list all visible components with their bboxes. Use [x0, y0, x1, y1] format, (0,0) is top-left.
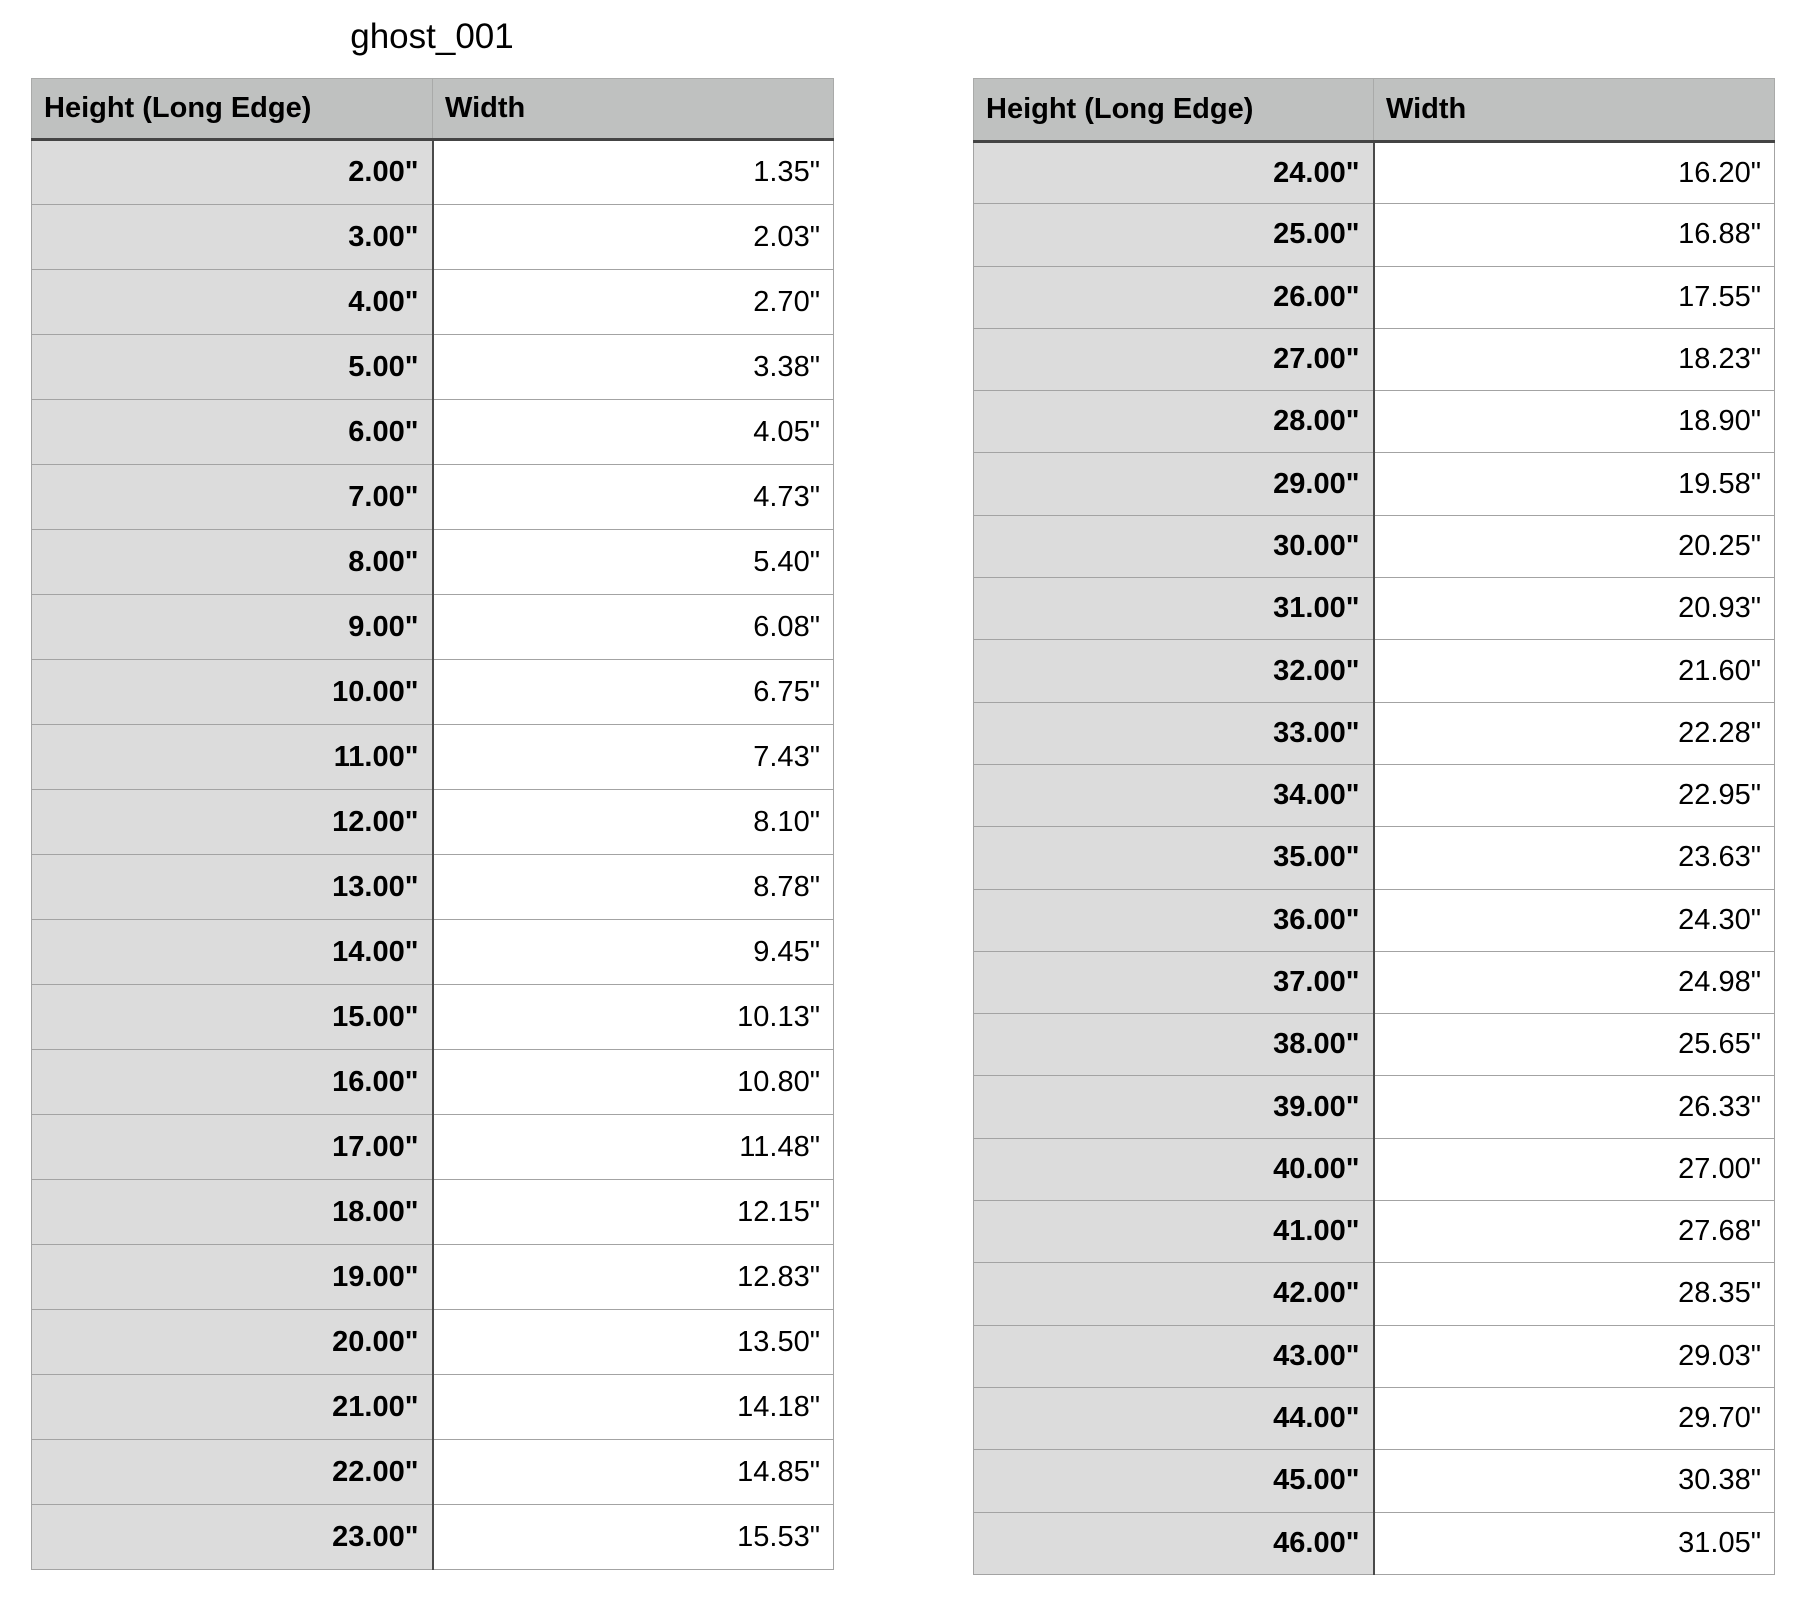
table-row [974, 827, 1775, 889]
width-cell: 15.53" [433, 1505, 834, 1570]
table-row [974, 1450, 1775, 1512]
width-cell: 23.63" [1374, 827, 1775, 889]
height-cell: 17.00" [32, 1115, 433, 1180]
width-cell: 10.80" [433, 1050, 834, 1115]
width-cell: 29.70" [1374, 1387, 1775, 1449]
width-cell: 19.58" [1374, 453, 1775, 515]
width-cell: 29.03" [1374, 1325, 1775, 1387]
table-row [32, 660, 834, 725]
table-row [974, 1014, 1775, 1076]
height-cell: 30.00" [974, 515, 1374, 577]
height-cell: 8.00" [32, 530, 433, 595]
width-cell: 2.03" [433, 205, 834, 270]
width-cell: 20.93" [1374, 578, 1775, 640]
height-cell: 45.00" [974, 1450, 1374, 1512]
width-cell: 21.60" [1374, 640, 1775, 702]
height-cell: 38.00" [974, 1014, 1374, 1076]
header-height: Height (Long Edge) [32, 79, 433, 140]
table-row [974, 453, 1775, 515]
height-cell: 13.00" [32, 855, 433, 920]
header-width: Width [1374, 79, 1775, 142]
height-cell: 12.00" [32, 790, 433, 855]
height-cell: 37.00" [974, 951, 1374, 1013]
table-row [974, 764, 1775, 826]
table-row [32, 1505, 834, 1570]
height-cell: 39.00" [974, 1076, 1374, 1138]
height-cell: 23.00" [32, 1505, 433, 1570]
height-cell: 43.00" [974, 1325, 1374, 1387]
table-row [974, 702, 1775, 764]
width-cell: 16.20" [1374, 142, 1775, 204]
height-cell: 29.00" [974, 453, 1374, 515]
table-row [32, 855, 834, 920]
width-cell: 14.85" [433, 1440, 834, 1505]
table-row [32, 920, 834, 985]
height-cell: 32.00" [974, 640, 1374, 702]
width-cell: 18.23" [1374, 328, 1775, 390]
table-row [974, 1263, 1775, 1325]
width-cell: 16.88" [1374, 204, 1775, 266]
height-cell: 28.00" [974, 391, 1374, 453]
width-cell: 20.25" [1374, 515, 1775, 577]
height-cell: 26.00" [974, 266, 1374, 328]
table-row [974, 1325, 1775, 1387]
size-table-left [31, 78, 834, 1570]
width-cell: 3.38" [433, 335, 834, 400]
table-row [32, 400, 834, 465]
height-cell: 25.00" [974, 204, 1374, 266]
table-row [32, 1375, 834, 1440]
table-row [32, 1180, 834, 1245]
height-cell: 18.00" [32, 1180, 433, 1245]
width-cell: 26.33" [1374, 1076, 1775, 1138]
height-cell: 2.00" [32, 140, 433, 205]
width-cell: 12.15" [433, 1180, 834, 1245]
width-cell: 27.00" [1374, 1138, 1775, 1200]
width-cell: 4.05" [433, 400, 834, 465]
height-cell: 27.00" [974, 328, 1374, 390]
table-row [32, 1115, 834, 1180]
width-cell: 27.68" [1374, 1201, 1775, 1263]
table-row [32, 465, 834, 530]
height-cell: 7.00" [32, 465, 433, 530]
height-cell: 10.00" [32, 660, 433, 725]
width-cell: 2.70" [433, 270, 834, 335]
table-row [974, 204, 1775, 266]
width-cell: 5.40" [433, 530, 834, 595]
table-row [32, 1310, 834, 1375]
width-cell: 24.30" [1374, 889, 1775, 951]
width-cell: 10.13" [433, 985, 834, 1050]
height-cell: 20.00" [32, 1310, 433, 1375]
table-header-row [32, 79, 834, 140]
width-cell: 7.43" [433, 725, 834, 790]
table-row [974, 640, 1775, 702]
height-cell: 42.00" [974, 1263, 1374, 1325]
width-cell: 12.83" [433, 1245, 834, 1310]
table-row [32, 1050, 834, 1115]
table-row [32, 335, 834, 400]
width-cell: 9.45" [433, 920, 834, 985]
height-cell: 46.00" [974, 1512, 1374, 1574]
document-title: ghost_001 [350, 17, 514, 56]
width-cell: 1.35" [433, 140, 834, 205]
table-row [32, 595, 834, 660]
table-row [32, 140, 834, 205]
height-cell: 6.00" [32, 400, 433, 465]
height-cell: 21.00" [32, 1375, 433, 1440]
height-cell: 3.00" [32, 205, 433, 270]
width-cell: 11.48" [433, 1115, 834, 1180]
table-header-row [974, 79, 1775, 142]
table-row [974, 1138, 1775, 1200]
height-cell: 40.00" [974, 1138, 1374, 1200]
table-row [32, 270, 834, 335]
height-cell: 14.00" [32, 920, 433, 985]
height-cell: 19.00" [32, 1245, 433, 1310]
table-row [32, 985, 834, 1050]
width-cell: 22.95" [1374, 764, 1775, 826]
width-cell: 24.98" [1374, 951, 1775, 1013]
table-row [974, 1512, 1775, 1574]
height-cell: 41.00" [974, 1201, 1374, 1263]
table-row [32, 725, 834, 790]
height-cell: 44.00" [974, 1387, 1374, 1449]
table-row [32, 205, 834, 270]
size-table-right [973, 78, 1775, 1575]
header-height: Height (Long Edge) [974, 79, 1374, 142]
table-row [974, 515, 1775, 577]
height-cell: 34.00" [974, 764, 1374, 826]
table-row [32, 790, 834, 855]
width-cell: 17.55" [1374, 266, 1775, 328]
table-row [974, 578, 1775, 640]
height-cell: 16.00" [32, 1050, 433, 1115]
width-cell: 18.90" [1374, 391, 1775, 453]
header-width: Width [433, 79, 834, 140]
table-row [974, 142, 1775, 204]
width-cell: 31.05" [1374, 1512, 1775, 1574]
width-cell: 30.38" [1374, 1450, 1775, 1512]
height-cell: 15.00" [32, 985, 433, 1050]
table-row [974, 328, 1775, 390]
width-cell: 28.35" [1374, 1263, 1775, 1325]
height-cell: 33.00" [974, 702, 1374, 764]
table-row [32, 1440, 834, 1505]
height-cell: 22.00" [32, 1440, 433, 1505]
width-cell: 25.65" [1374, 1014, 1775, 1076]
width-cell: 14.18" [433, 1375, 834, 1440]
height-cell: 11.00" [32, 725, 433, 790]
width-cell: 6.08" [433, 595, 834, 660]
height-cell: 24.00" [974, 142, 1374, 204]
table-row [974, 1076, 1775, 1138]
table-row [32, 1245, 834, 1310]
height-cell: 36.00" [974, 889, 1374, 951]
width-cell: 13.50" [433, 1310, 834, 1375]
table-row [974, 391, 1775, 453]
height-cell: 5.00" [32, 335, 433, 400]
table-row [974, 266, 1775, 328]
table-row [32, 530, 834, 595]
width-cell: 22.28" [1374, 702, 1775, 764]
width-cell: 6.75" [433, 660, 834, 725]
width-cell: 8.78" [433, 855, 834, 920]
height-cell: 9.00" [32, 595, 433, 660]
table-row [974, 889, 1775, 951]
table-row [974, 951, 1775, 1013]
height-cell: 35.00" [974, 827, 1374, 889]
table-row [974, 1201, 1775, 1263]
width-cell: 4.73" [433, 465, 834, 530]
table-row [974, 1387, 1775, 1449]
width-cell: 8.10" [433, 790, 834, 855]
height-cell: 4.00" [32, 270, 433, 335]
height-cell: 31.00" [974, 578, 1374, 640]
